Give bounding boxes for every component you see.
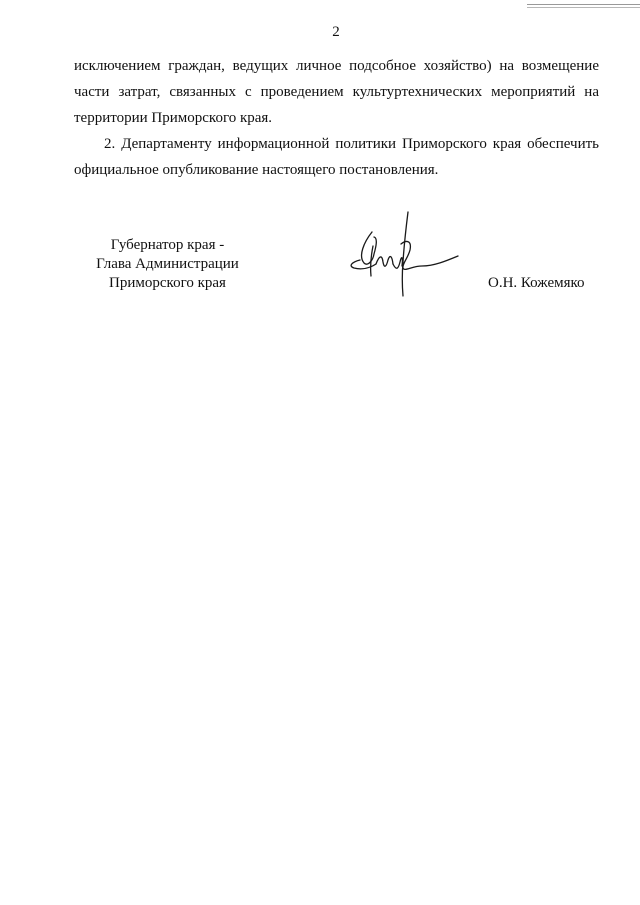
handwritten-signature	[340, 200, 465, 300]
signatory-title-line: Глава Администрации	[96, 256, 239, 272]
top-edge-rule	[527, 4, 640, 8]
paragraph-line: официальное опубликование настоящего постановления.	[74, 162, 439, 178]
paragraph-item-2	[74, 131, 599, 183]
signatory-title-line: Губернатор края -	[110, 237, 225, 253]
signatory-title-line: Приморского края	[109, 275, 226, 291]
paragraph-line: части затрат, связанных с проведением культуртехнических мероприятий на	[74, 84, 599, 100]
paragraph-line: 2. Департаменту информационной политики Приморского края обеспечить	[104, 136, 599, 152]
paragraph-line: исключением граждан, ведущих личное подсобное хозяйство) на возмещение	[74, 58, 599, 74]
signature-strokes	[351, 212, 458, 296]
signatory-name: О.Н. Кожемяко	[488, 275, 585, 291]
page-number: 2	[332, 24, 340, 40]
paragraph-line: территории Приморского края.	[74, 110, 273, 126]
paragraph-continuation	[74, 53, 599, 131]
signatory-title	[80, 236, 255, 293]
